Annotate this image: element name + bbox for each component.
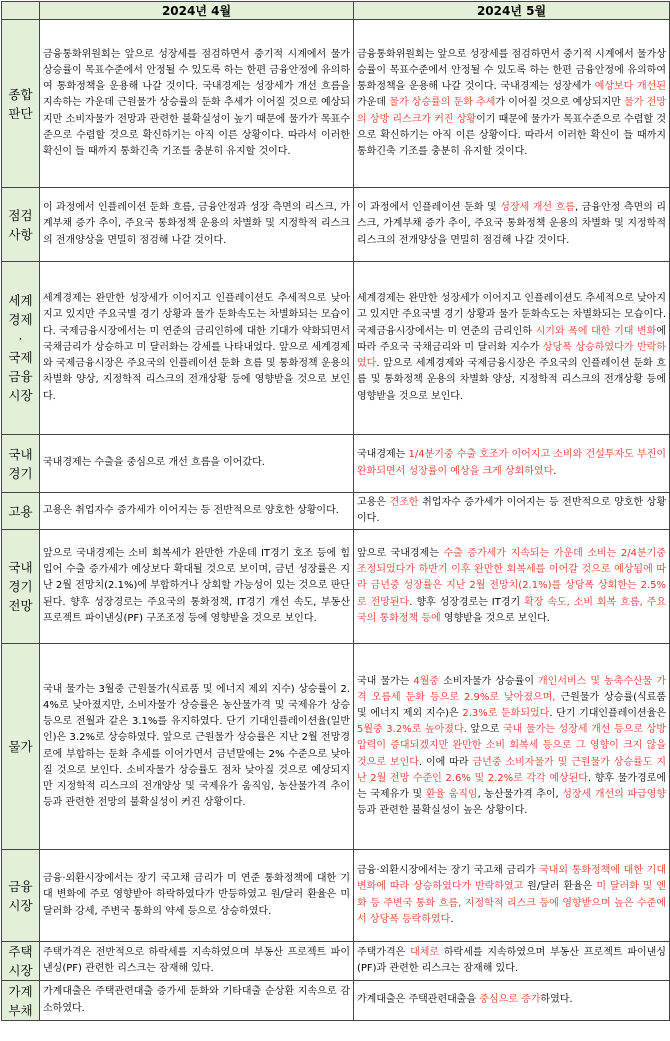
row-label: 종합 판단 [2, 20, 40, 188]
header-corner [2, 2, 40, 20]
row-domestic-economy [2, 435, 670, 493]
april-cell: 앞으로 국내경제는 소비 회복세가 완만한 가운데 IT경기 호조 등에 힘입어 수출 증가세가 예상보다 확대될 것으로 보이며, 금년 성장률은 지난 2월 전망치(2.1%)에 부합하거나 상회할 가능성이 있는 것으로 판단된다. 향후 성장경로는 주요국의 통화정책, IT경기 개선 속도, 부동산 프로젝트 파이낸싱(PF) 구조조정 등에 영향받을 것으로 보인다. [40, 530, 354, 644]
unchanged-text: 앞으로 국내경제는 [357, 547, 444, 559]
may-cell [354, 981, 670, 1021]
row-label: 세계 경제 · 국제 금융 시장 [2, 262, 40, 435]
unchanged-text: 소비자물가 상승률이 [439, 675, 539, 687]
unchanged-text: . 향후 물가경로에는 국제유가 및 [357, 772, 666, 800]
unchanged-text: 국내경제는 [357, 449, 409, 461]
highlighted-change-text: 성장세 개선의 파급영향 [562, 789, 667, 800]
unchanged-text: 에 따라 주요국 국채금리와 미 달러화 지수가 [357, 325, 666, 353]
highlighted-change-text: 중심으로 증가 [479, 994, 541, 1006]
unchanged-text: . [450, 913, 454, 925]
row-label: 가계 부채 [2, 981, 40, 1021]
unchanged-text: . 이에 따라 [418, 756, 473, 768]
highlighted-change-text: 환율 움직임 [425, 789, 478, 800]
highlighted-change-text: 물가 상승률의 둔화 추세 [389, 97, 496, 109]
unchanged-text: 근원물가 상승률(식료품 및 에너지 제외 지수)은 [357, 691, 667, 719]
row-financial-markets [2, 850, 670, 942]
april-cell: 금융통화위원회는 앞으로 성장세를 점검하면서 중기적 시계에서 물가상승률이 목표수준에서 안정될 수 있도록 하는 한편 금융안정에 유의하여 통화정책을 운용해 나갈 것이다. 국내경제는 성장세가 개선 흐름을 지속하는 가운데 근원물가 상승률의 둔화 추세가 이어질 것으로 예상되지만 소비자물가 전망과 관련한 불확실성이 높기 때문에 물가가 목표수준으로 수렴할 것으로 확신하기는 아직 이른 상황이다. 따라서 이러한 확신이 들 때까지 통화긴축 기조를 충분히 유지할 것이다. [40, 20, 354, 188]
april-cell: 고용은 취업자수 증가세가 이어지는 등 전반적으로 양호한 상황이다. [40, 493, 354, 530]
comparison-table [1, 1, 670, 1021]
row-economic-outlook [2, 530, 670, 644]
highlighted-change-text: 2.3%로 둔화되었다 [462, 707, 550, 719]
may-cell [354, 493, 670, 530]
unchanged-text: , 금융안정 측면의 리스크, 가계부채 증가 추이, 주요국 통화정책 운용의 차별화 및 지정학적 리스크의 전개양상을 면밀히 점검해 나갈 것이다. [357, 202, 666, 246]
highlighted-change-text: 견조한 [389, 496, 419, 508]
unchanged-text: . 단기 기대인플레이션율은 [549, 707, 667, 719]
header-april: 2024년 4월 [40, 2, 354, 20]
highlighted-change-text: 개인서비스 및 농축수산물 가격 오름세 둔화 등으로 2.9%로 낮아졌으며, [357, 675, 666, 703]
may-cell [354, 435, 670, 493]
unchanged-text: 가계대출은 주택관련대출을 [357, 994, 480, 1006]
unchanged-text: 고용은 [357, 496, 390, 508]
row-label: 국내 경기 [2, 435, 40, 493]
may-cell [354, 20, 670, 188]
april-cell: 주택가격은 전반적으로 하락세를 지속하였으며 부동산 프로젝트 파이낸싱(PF) 관련한 리스크는 잠재해 있다. [40, 942, 354, 981]
highlighted-change-text: 미 달러화 및 엔화 등 주변국 통화 흐름, 지정학적 리스크 등에 영향받으며 높은 수준에서 상당폭 등락하였다 [357, 881, 666, 925]
may-cell [354, 262, 670, 435]
row-world-economy [2, 262, 670, 435]
row-employment [2, 493, 670, 530]
row-household-debt [2, 981, 670, 1021]
april-cell: 이 과정에서 인플레이션 둔화 흐름, 금융안정과 성장 측면의 리스크, 가계부채 증가 추이, 주요국 통화정책 운용의 차별화 및 지정학적 리스크의 전개양상을 면밀히 점검해 나갈 것이다. [40, 188, 354, 262]
may-cell [354, 188, 670, 262]
unchanged-text: 하였다. [540, 994, 573, 1006]
april-cell: 금융·외환시장에서는 장기 국고채 금리가 미 연준 통화정책에 대한 기대 변화에 주로 영향받아 하락하였다가 반등하였고 원/달러 환율은 미 달러화 강세, 주변국 통화의 약세 등으로 상승하였다. [40, 850, 354, 942]
unchanged-text: 영향받을 것으로 보인다. [440, 612, 550, 624]
unchanged-text: . 앞으로 [463, 724, 504, 736]
unchanged-text: . 앞으로 세계경제와 국제금융시장은 주요국의 인플레이션 둔화 흐름 및 통화정책 운용의 차별화 양상, 지정학적 리스크의 전개상황 등에 영향받을 것으로 보인다. [357, 358, 666, 402]
unchanged-text: 취업자수 증가세가 이어지는 등 전반적으로 양호한 상황이다. [357, 496, 666, 524]
row-prices [2, 644, 670, 850]
may-cell [354, 850, 670, 942]
april-cell: 국내 물가는 3월중 근원물가(식료품 및 에너지 제외 지수) 상승률이 2.4%로 낮아졌지만, 소비자물가 상승률은 농산물가격 및 국제유가 상승 등으로 전월과 같은 3.1%를 유지하였다. 단기 기대인플레이션율(일반인)은 3.2%로 상승하였다. 앞으로 근원물가 상승률은 지난 2월 전망경로에 부합하는 둔화 추세를 이어가면서 금년말에는 2% 수준으로 낮아질 것으로 보인다. 소비자물가 상승률도 점차 낮아질 것으로 예상되지만 지정학적 리스크의 전개양상 및 국제유가 움직임, 농산물가격 추이 등과 관련한 전망의 불확실성이 커진 상황이다. [40, 644, 354, 850]
april-cell: 가계대출은 주택관련대출 증가세 둔화와 기타대출 순상환 지속으로 감소하였다. [40, 981, 354, 1021]
row-label: 점검 사항 [2, 188, 40, 262]
unchanged-text: 국내 물가는 [357, 675, 414, 687]
unchanged-text: 가운데 [357, 97, 390, 109]
highlighted-change-text: 확장 속도, 소비 회복 흐름, 주요국의 통화정책 등에 [357, 596, 666, 624]
row-label: 국내 경기 전망 [2, 530, 40, 644]
unchanged-text: 이기 때문에 물가가 목표수준으로 수렴할 것으로 확신하기는 아직 이른 상황이다. 따라서 이러한 확신이 들 때까지 통화긴축 기조를 충분히 유지할 것이다. [357, 113, 666, 157]
highlighted-change-text: 상당폭 상승하였다가 반락하였다 [357, 341, 666, 370]
highlighted-change-text: 국내외 통화정책에 대한 기대 변화에 따라 상승하였다가 반락하였고 [357, 865, 666, 893]
unchanged-text: , 농산물가격 추이, [477, 789, 563, 800]
highlighted-change-text: 금년중 소비자물가 및 근원물가 상승률도 지난 2월 전망 수준인 2.6% 및 2.2%로 각각 예상된다 [357, 756, 667, 784]
highlighted-change-text: 1/4분기중 수출 호조가 이어지고 소비와 건설투자도 부진이 완화되면서 성장률이 예상을 크게 상회하였다 [357, 449, 666, 477]
highlighted-change-text: 예상보다 개선된 [594, 81, 666, 93]
unchanged-text: 주택가격은 [357, 946, 411, 958]
unchanged-text: . [553, 465, 557, 477]
unchanged-text: 등과 관련한 불확실성이 높은 상황이다. [357, 805, 528, 817]
row-label: 고용 [2, 493, 40, 530]
unchanged-text: 금융·외환시장에서는 장기 국고채 금리가 [357, 865, 540, 877]
april-cell: 국내경제는 수출을 중심으로 개선 흐름을 이어갔다. [40, 435, 354, 493]
may-cell [354, 530, 670, 644]
unchanged-text: 가 이어질 것으로 예상되지만 [495, 97, 625, 109]
row-label: 물가 [2, 644, 40, 850]
unchanged-text: 이 과정에서 인플레이션 둔화 및 [357, 202, 501, 214]
highlighted-change-text: 대체로 [410, 946, 440, 958]
unchanged-text: 하락세를 지속하였으며 부동산 프로젝트 파이낸싱(PF)과 관련한 리스크는 잠재해 있다. [357, 946, 666, 974]
highlighted-change-text: 물가 전망의 상방 리스크가 커진 상황 [357, 97, 666, 125]
unchanged-text: 세계경제는 완만한 성장세가 이어지고 인플레이션도 추세적으로 낮아지고 있지만 주요국별 경기 상황과 물가 둔화속도는 차별화되는 모습이다.국제금융시장에서는 미 연준의 금리인하 [357, 293, 666, 337]
may-cell [354, 942, 670, 981]
unchanged-text: . 향후 성장경로는 IT경기 [409, 596, 525, 608]
highlighted-change-text: 성장세 개선 흐름 [500, 202, 575, 214]
row-label: 주택 시장 [2, 942, 40, 981]
row-housing-market [2, 942, 670, 981]
header-row [2, 2, 670, 20]
row-label: 금융 시장 [2, 850, 40, 942]
unchanged-text: 원/달러 환율은 [523, 881, 597, 893]
header-may: 2024년 5월 [354, 2, 670, 20]
row-overall-judgment [2, 20, 670, 188]
highlighted-change-text: 수출 증가세가 지속되는 가운데 소비는 2/4분기중 조정되었다가 하반기 이후 완만한 회복세를 이어갈 것으로 예상됨에 따라 금년중 성장률은 지난 2월 전망치(2.1%)를 상당폭 상회한는 2.5%로 전망된다 [357, 547, 667, 608]
highlighted-change-text: 국내 물가는 성장세 개선 등으로 상방압력이 증대되겠지만 완만한 소비 회복세 등으로 그 영향이 크지 않을 것으로 보인다 [357, 724, 666, 768]
highlighted-change-text: 4월중 [413, 675, 440, 687]
highlighted-change-text: 시기와 폭에 대한 기대 변화 [535, 325, 657, 337]
unchanged-text: 금융통화위원회는 앞으로 성장세를 점검하면서 중기적 시계에서 물가상승률이 목표수준에서 안정될 수 있도록 하는 한편 금융안정에 유의하여 통화정책을 운용해 나갈 것이다. 국내경제는 성장세가 [357, 48, 666, 93]
april-cell: 세계경제는 완만한 성장세가 이어지고 인플레이션도 추세적으로 낮아지고 있지만 주요국별 경기 상황과 물가 둔화속도는 차별화되는 모습이다. 국제금융시장에서는 미 연준의 금리인하에 대한 기대가 약화되면서 국채금리가 상승하고 미 달러화는 강세를 나타내었다. 앞으로 세계경제와 국제금융시장은 주요국의 인플레이션 둔화 흐름 및 통화정책 운용의 차별화 양상, 지정학적 리스크의 전개상황 등에 영향받을 것으로 보인다. [40, 262, 354, 435]
may-cell [354, 644, 670, 850]
row-check-items [2, 188, 670, 262]
highlighted-change-text: 5월중 3.2%로 높아졌다 [357, 724, 464, 736]
